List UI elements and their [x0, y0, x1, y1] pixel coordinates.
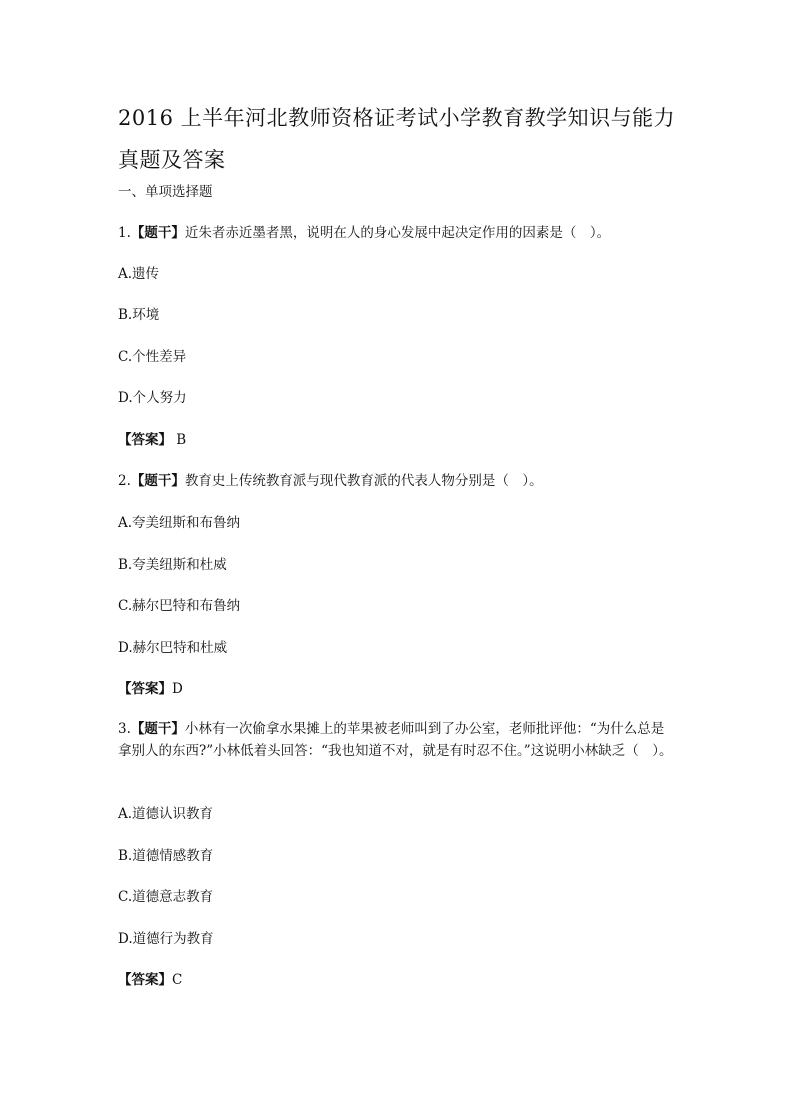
question-3-stem: [118, 718, 673, 762]
question-2-option-d: D.赫尔巴特和杜威: [118, 640, 228, 656]
question-3-option-c: C.道德意志教育: [118, 889, 214, 905]
answer-tag: 【答案】: [118, 681, 172, 697]
question-3-answer: [118, 971, 182, 989]
question-2-stem: [118, 472, 543, 490]
question-text: 小林有一次偷拿水果摊上的苹果被老师叫到了办公室，老师批评他：“为什么总是拿别人的东西?”小林低着头回答：“我也知道不对，就是有时忍不住。”这说明小林缺乏（ ）。: [118, 721, 673, 759]
question-number: 3.: [118, 721, 131, 737]
document-title-line-1: 2016 上半年河北教师资格证考试小学教育教学知识与能力: [118, 106, 676, 130]
answer-tag: 【答案】: [118, 432, 172, 448]
question-1-option-c: C.个性差异: [118, 349, 187, 365]
stem-tag: 【题干】: [130, 721, 185, 737]
stem-tag: 【题干】: [130, 225, 185, 241]
question-1-option-d: D.个人努力: [118, 390, 187, 406]
question-1-answer: [118, 431, 186, 449]
question-2-answer: [118, 680, 183, 698]
question-2-option-a: A.夸美纽斯和布鲁纳: [118, 515, 241, 531]
question-2-option-c: C.赫尔巴特和布鲁纳: [118, 598, 241, 614]
document-title-line-2: 真题及答案: [118, 148, 226, 172]
answer-value: D: [172, 681, 183, 697]
stem-tag: 【题干】: [130, 473, 185, 489]
question-1-stem: [118, 224, 610, 242]
question-1-option-a: A.遗传: [118, 266, 160, 282]
question-3-option-d: D.道德行为教育: [118, 931, 214, 947]
question-number: 1.: [118, 225, 131, 241]
question-2-option-b: B.夸美纽斯和杜威: [118, 557, 227, 573]
question-3-option-a: A.道德认识教育: [118, 806, 214, 822]
question-number: 2.: [118, 473, 131, 489]
answer-value: B: [172, 432, 187, 448]
section-heading: 一、单项选择题: [118, 184, 213, 200]
question-text: 教育史上传统教育派与现代教育派的代表人物分别是（ ）。: [184, 473, 543, 489]
answer-tag: 【答案】: [118, 972, 172, 988]
question-text: 近朱者赤近墨者黑，说明在人的身心发展中起决定作用的因素是（ ）。: [184, 225, 611, 241]
question-3-option-b: B.道德情感教育: [118, 848, 214, 864]
question-1-option-b: B.环境: [118, 307, 160, 323]
answer-value: C: [172, 972, 183, 988]
